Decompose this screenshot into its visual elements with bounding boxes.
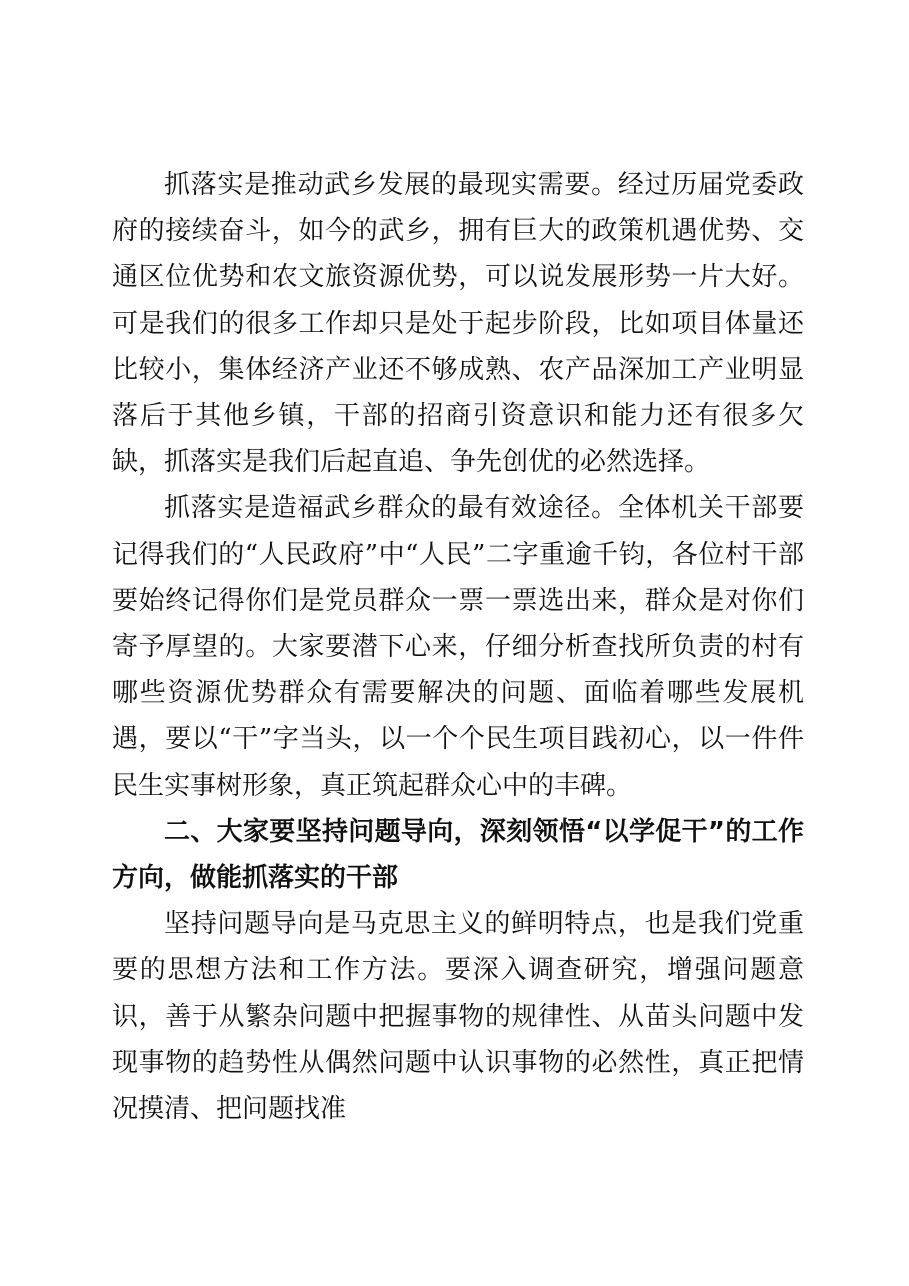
body-paragraph: 抓落实是推动武乡发展的最现实需要。经过历届党委政府的接续奋斗，如今的武乡，拥有巨大的政策机遇优势、交通区位优势和农文旅资源优势，可以说发展形势一片大好。可是我们的很多工作却只是处于起步阶段，比如项目体量还比较小，集体经济产业还不够成熟、农产品深加工产业明显落后于其他乡镇，干部的招商引资意识和能力还有很多欠缺，抓落实是我们后起直追、争先创优的必然选择。 [112,170,804,478]
document-body [112,162,804,1132]
body-paragraph: 抓落实是造福武乡群众的最有效途径。全体机关干部要记得我们的“人民政府”中“人民”二字重逾千钧，各位村干部要始终记得你们是党员群众一票一票选出来，群众是对你们寄予厚望的。大家要潜下心来，仔细分析查找所负责的村有哪些资源优势群众有需要解决的问题、面临着哪些发展机遇，要以“干”字当头，以一个个民生项目践初心，以一件件民生实事树形象，真正筑起群众心中的丰碑。 [112,493,804,801]
section-heading: 二、大家要坚持问题导向，深刻领悟“以学促干”的工作方向，做能抓落实的干部 [112,816,804,894]
body-paragraph: 坚持问题导向是马克思主义的鲜明特点，也是我们党重要的思想方法和工作方法。要深入调查研究，增强问题意识，善于从繁杂问题中把握事物的规律性、从苗头问题中发现事物的趋势性从偶然问题中认识事物的必然性，真正把情况摸清、把问题找准 [112,909,804,1125]
